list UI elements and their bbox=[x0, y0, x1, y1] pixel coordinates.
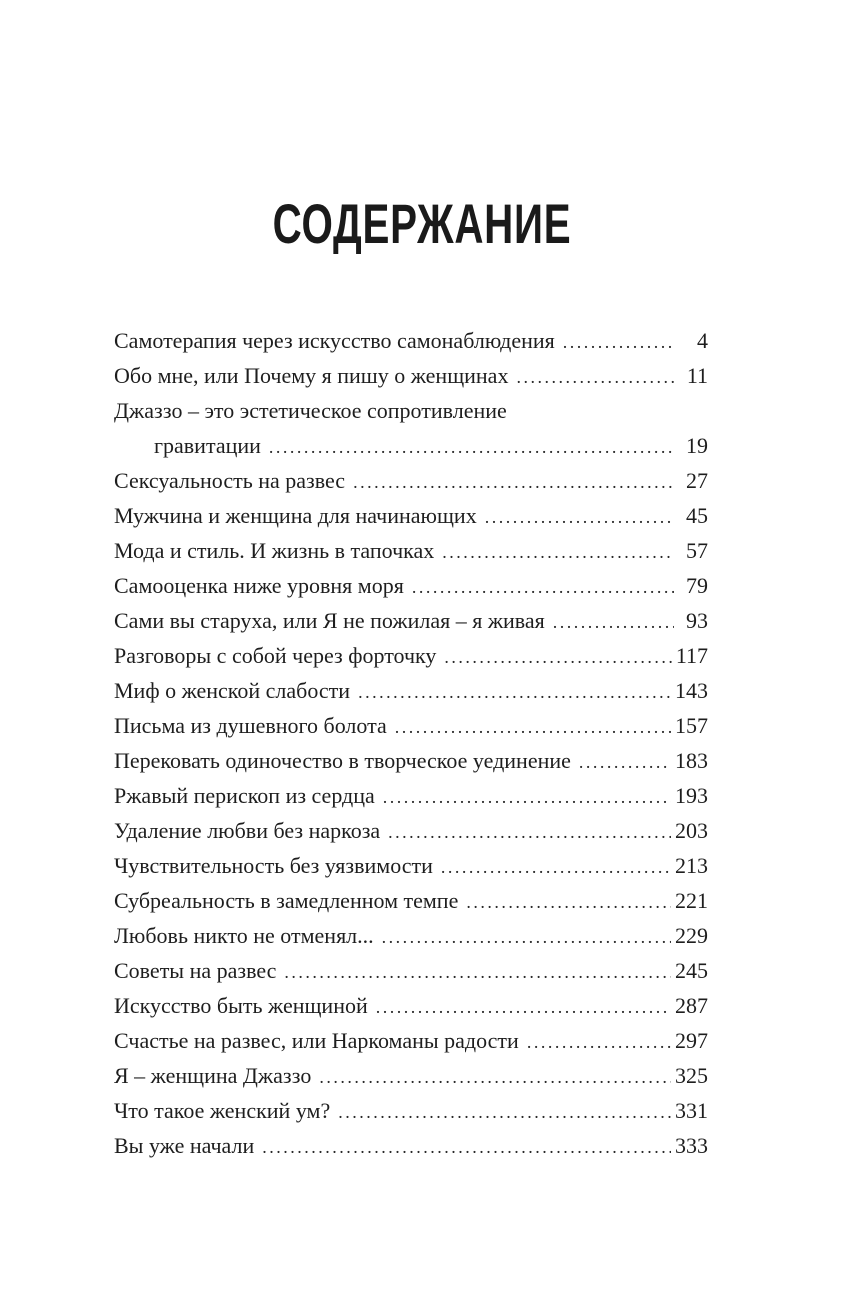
dot-leader bbox=[269, 430, 674, 465]
toc-entry-title: Мода и стиль. И жизнь в тапочках bbox=[114, 538, 435, 563]
toc-entry-title: Искусство быть женщиной bbox=[114, 993, 368, 1018]
toc-entry[interactable] bbox=[114, 848, 708, 883]
toc-entry[interactable] bbox=[114, 778, 708, 813]
table-of-contents bbox=[114, 323, 708, 1163]
toc-entry[interactable] bbox=[114, 673, 708, 708]
dot-leader bbox=[579, 745, 671, 780]
toc-entry-title: Миф о женской слабости bbox=[114, 678, 351, 703]
toc-entry-title-continued: гравитации bbox=[154, 433, 261, 458]
toc-entry[interactable] bbox=[114, 743, 708, 778]
dot-leader bbox=[382, 920, 671, 955]
dot-leader bbox=[527, 1025, 671, 1060]
dot-leader bbox=[563, 325, 674, 360]
dot-leader bbox=[338, 1095, 671, 1130]
toc-entry-title: Джаззо – это эстетическое сопротивление bbox=[114, 398, 507, 423]
toc-entry-page: 297 bbox=[675, 1028, 708, 1053]
dot-leader bbox=[516, 360, 674, 395]
dot-leader bbox=[412, 570, 674, 605]
toc-entry-page: 19 bbox=[686, 433, 708, 458]
dot-leader bbox=[553, 605, 674, 640]
toc-entry-title: Любовь никто не отменял... bbox=[114, 923, 374, 948]
toc-entry[interactable] bbox=[114, 498, 708, 533]
toc-entry[interactable] bbox=[114, 533, 708, 568]
toc-entry[interactable] bbox=[114, 953, 708, 988]
toc-entry-page: 325 bbox=[675, 1063, 708, 1088]
toc-entry-title: Субреальность в замедленном темпе bbox=[114, 888, 459, 913]
toc-entry[interactable] bbox=[114, 1093, 708, 1128]
dot-leader bbox=[444, 640, 671, 675]
toc-entry-title: Я – женщина Джаззо bbox=[114, 1063, 312, 1088]
dot-leader bbox=[466, 885, 671, 920]
toc-entry[interactable] bbox=[114, 1128, 708, 1163]
toc-entry[interactable] bbox=[114, 358, 708, 393]
dot-leader bbox=[388, 815, 671, 850]
toc-entry-page: 193 bbox=[675, 783, 708, 808]
toc-entry[interactable] bbox=[114, 1023, 708, 1058]
toc-entry-page: 45 bbox=[686, 503, 708, 528]
toc-entry-page: 4 bbox=[697, 328, 708, 353]
toc-entry-title: Что такое женский ум? bbox=[114, 1098, 331, 1123]
toc-entry-title: Самооценка ниже уровня моря bbox=[114, 573, 404, 598]
dot-leader bbox=[442, 535, 674, 570]
toc-entry[interactable] bbox=[114, 1058, 708, 1093]
toc-entry-page: 203 bbox=[675, 818, 708, 843]
dot-leader bbox=[353, 465, 674, 500]
toc-entry[interactable] bbox=[114, 883, 708, 918]
toc-entry-title: Разговоры с собой через форточку bbox=[114, 643, 437, 668]
toc-entry[interactable] bbox=[114, 323, 708, 358]
toc-entry[interactable] bbox=[114, 638, 708, 673]
toc-entry-title: Самотерапия через искусство самонаблюдения bbox=[114, 328, 555, 353]
toc-entry[interactable] bbox=[114, 393, 708, 463]
toc-entry-title: Перековать одиночество в творческое уединение bbox=[114, 748, 571, 773]
toc-entry-page: 79 bbox=[686, 573, 708, 598]
toc-entry-title: Чувствительность без уязвимости bbox=[114, 853, 433, 878]
dot-leader bbox=[376, 990, 671, 1025]
toc-entry-page: 93 bbox=[686, 608, 708, 633]
toc-entry[interactable] bbox=[114, 463, 708, 498]
dot-leader bbox=[319, 1060, 671, 1095]
toc-entry-page: 333 bbox=[675, 1133, 708, 1158]
toc-entry-page: 183 bbox=[675, 748, 708, 773]
dot-leader bbox=[262, 1130, 671, 1165]
toc-entry-page: 117 bbox=[675, 643, 708, 668]
toc-entry-page: 57 bbox=[686, 538, 708, 563]
toc-entry-title: Советы на развес bbox=[114, 958, 277, 983]
toc-entry-page: 229 bbox=[675, 923, 708, 948]
toc-entry-page: 245 bbox=[675, 958, 708, 983]
toc-entry[interactable] bbox=[114, 918, 708, 953]
toc-entry-title: Сами вы старуха, или Я не пожилая – я живая bbox=[114, 608, 545, 633]
dot-leader bbox=[358, 675, 671, 710]
toc-entry-page: 213 bbox=[675, 853, 708, 878]
dot-leader bbox=[284, 955, 671, 990]
toc-entry-page: 331 bbox=[675, 1098, 708, 1123]
toc-entry-title: Вы уже начали bbox=[114, 1133, 255, 1158]
toc-entry-page: 27 bbox=[686, 468, 708, 493]
toc-entry-page: 157 bbox=[675, 713, 708, 738]
dot-leader bbox=[395, 710, 671, 745]
toc-entry[interactable] bbox=[114, 568, 708, 603]
toc-entry-title: Счастье на развес, или Наркоманы радости bbox=[114, 1028, 519, 1053]
toc-entry[interactable] bbox=[114, 988, 708, 1023]
toc-entry-title: Удаление любви без наркоза bbox=[114, 818, 381, 843]
toc-entry-title: Сексуальность на развес bbox=[114, 468, 346, 493]
toc-entry[interactable] bbox=[114, 603, 708, 638]
toc-entry-page: 287 bbox=[675, 993, 708, 1018]
toc-entry-title: Ржавый перископ из сердца bbox=[114, 783, 375, 808]
toc-entry-title: Мужчина и женщина для начинающих bbox=[114, 503, 477, 528]
page-title: СОДЕРЖАНИЕ bbox=[272, 192, 572, 255]
toc-entry-title: Письма из душевного болота bbox=[114, 713, 387, 738]
dot-leader bbox=[383, 780, 671, 815]
toc-entry[interactable] bbox=[114, 708, 708, 743]
toc-entry-page: 11 bbox=[686, 363, 708, 388]
dot-leader bbox=[441, 850, 671, 885]
toc-entry-page: 221 bbox=[675, 888, 708, 913]
toc-entry-title: Обо мне, или Почему я пишу о женщинах bbox=[114, 363, 509, 388]
toc-entry[interactable] bbox=[114, 813, 708, 848]
toc-entry-page: 143 bbox=[675, 678, 708, 703]
dot-leader bbox=[485, 500, 674, 535]
